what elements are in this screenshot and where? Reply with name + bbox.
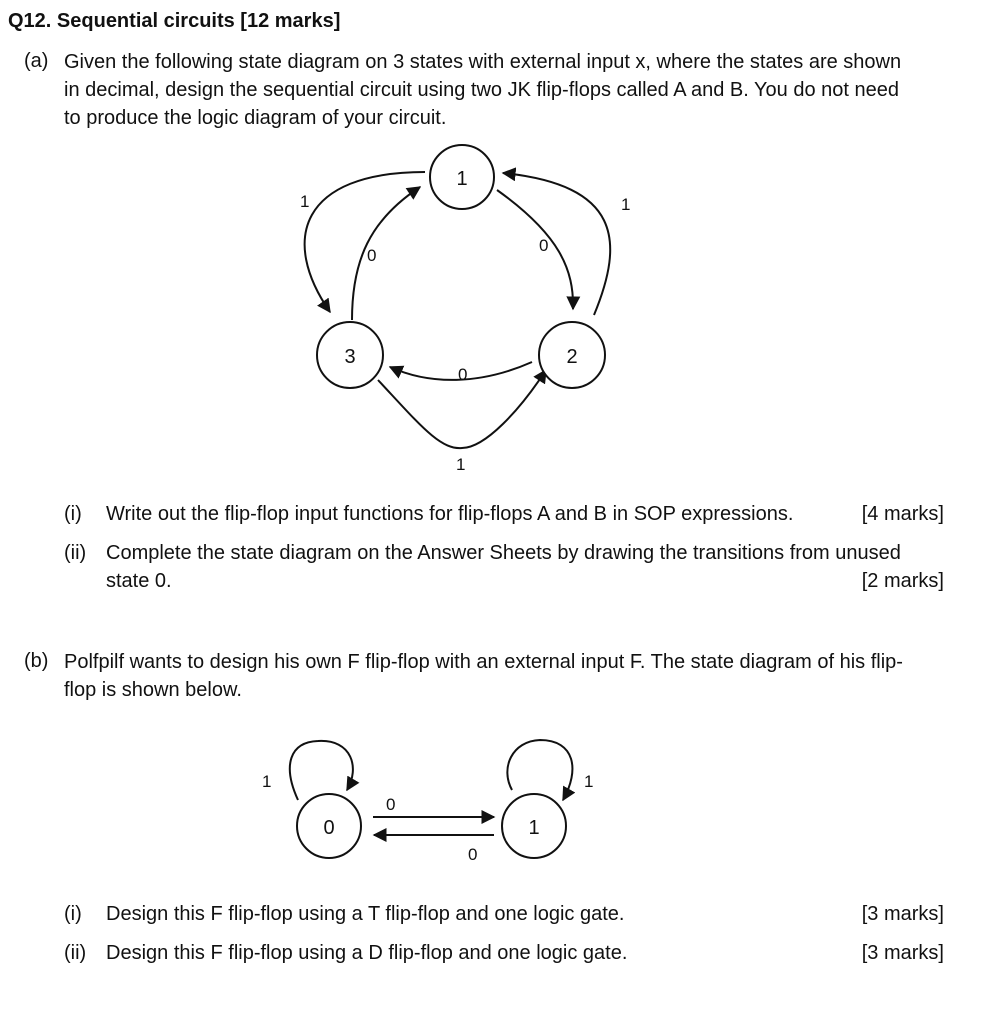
part-b-label: (b) <box>24 650 49 672</box>
part-b-intro-line-2: flop is shown below. <box>64 679 242 701</box>
part-b-ii-marks: [3 marks] <box>861 942 944 964</box>
edge-label-0-to-1: 0 <box>386 795 396 814</box>
state-1-label-b: 1 <box>528 817 540 839</box>
part-a-i-text: Write out the flip-flop input functions for flip-flops A and B in SOP expressions. <box>106 503 794 525</box>
edge-label-1-to-0: 0 <box>468 845 478 864</box>
part-a-label: (a) <box>24 50 49 72</box>
part-b-i-marks: [3 marks] <box>861 903 944 925</box>
part-a-intro-line-1: Given the following state diagram on 3 states with external input x, where the states are shown <box>64 51 902 73</box>
part-b-ii-label: (ii) <box>64 942 87 964</box>
part-b-intro-line-1: Polfpilf wants to design his own F flip-flop with an external input F. The state diagram of his flip- <box>64 651 903 673</box>
edge-label-3-to-1-outer: 1 <box>300 192 310 211</box>
part-a-intro-line-3: to produce the logic diagram of your circuit. <box>64 107 447 129</box>
part-a-ii-label: (ii) <box>64 542 87 564</box>
part-a-ii-line-2: state 0. <box>106 570 172 592</box>
edge-label-2-to-3-top: 0 <box>458 365 468 384</box>
edge-label-self-loop-0: 1 <box>262 772 272 791</box>
part-b-i-text: Design this F flip-flop using a T flip-flop and one logic gate. <box>106 903 625 925</box>
part-a-ii-marks: [2 marks] <box>861 570 944 592</box>
edge-label-self-loop-1: 1 <box>584 772 594 791</box>
part-a-ii-line-1: Complete the state diagram on the Answer Sheets by drawing the transitions from unused <box>106 542 901 564</box>
part-a-i-label: (i) <box>64 503 82 525</box>
edge-label-1-to-2-inner: 0 <box>539 236 549 255</box>
state-3-label: 3 <box>344 346 356 368</box>
part-b-i-label: (i) <box>64 903 82 925</box>
state-2-label: 2 <box>566 346 578 368</box>
edge-self-loop-1 <box>507 740 572 800</box>
part-a-i-marks: [4 marks] <box>861 503 944 525</box>
state-0-label-b: 0 <box>323 817 335 839</box>
question-title: Q12. Sequential circuits [12 marks] <box>8 10 341 32</box>
edge-label-3-to-1-inner: 0 <box>367 246 377 265</box>
part-a-intro-line-2: in decimal, design the sequential circuit using two JK flip-flops called A and B. You do not need <box>64 79 899 101</box>
edge-label-2-to-1-outer: 1 <box>621 195 631 214</box>
state-1-label: 1 <box>456 168 468 190</box>
edge-label-3-to-2-bottom-text: 1 <box>456 455 466 474</box>
edge-self-loop-0 <box>290 741 353 800</box>
part-b-ii-text: Design this F flip-flop using a D flip-flop and one logic gate. <box>106 942 628 964</box>
